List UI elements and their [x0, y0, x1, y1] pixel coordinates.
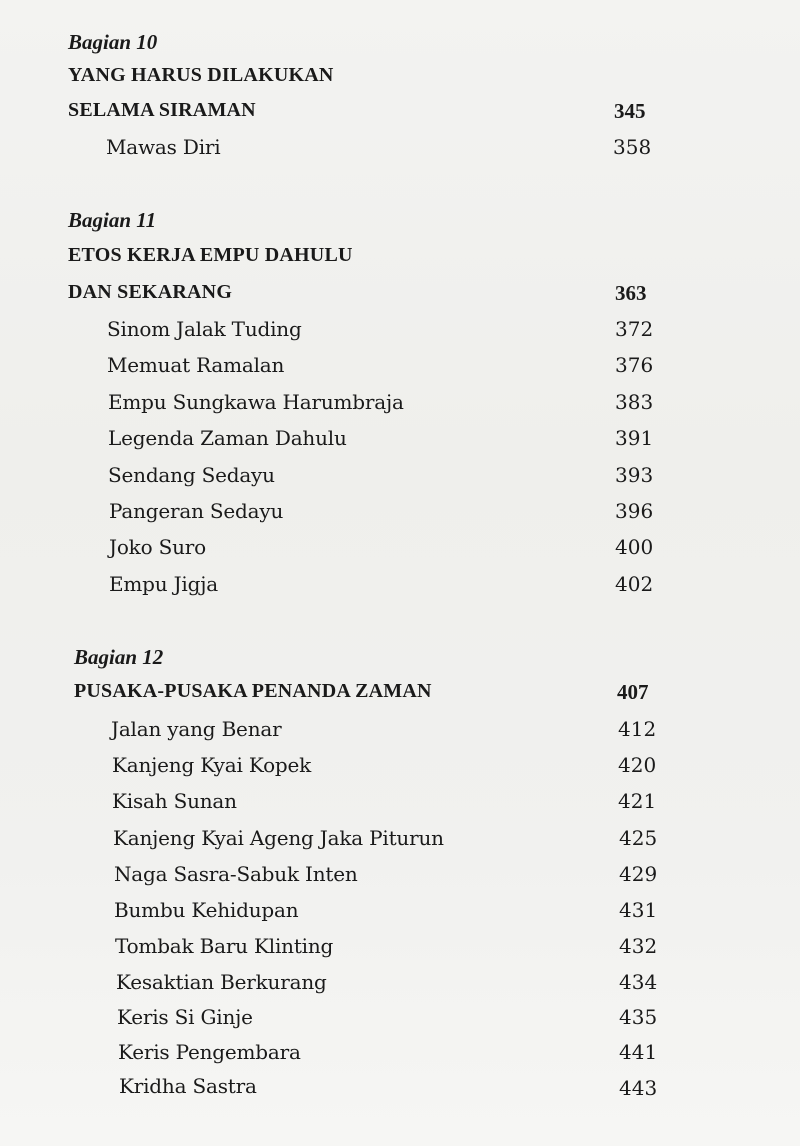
section-label: Bagian 12	[74, 645, 164, 669]
chapter-title: YANG HARUS DILAKUKAN	[68, 64, 334, 86]
chapter-title: DAN SEKARANG	[68, 281, 233, 303]
toc-entry-page: 358	[613, 135, 652, 159]
toc-entry-page: 435	[619, 1005, 658, 1029]
toc-entry-page: 412	[618, 717, 657, 741]
toc-entry-title: Kridha Sastra	[119, 1074, 257, 1098]
toc-entry-page: 432	[619, 934, 658, 958]
chapter-page-number: 407	[617, 680, 649, 704]
toc-entry-page: 402	[615, 572, 654, 596]
toc-entry-page: 434	[619, 970, 658, 994]
toc-entry-page: 431	[619, 898, 658, 922]
toc-entry-title: Empu Sungkawa Harumbraja	[108, 390, 404, 414]
toc-entry-title: Keris Pengembara	[118, 1040, 301, 1064]
toc-entry-title: Legenda Zaman Dahulu	[108, 426, 347, 450]
section-label: Bagian 10	[68, 30, 158, 54]
toc-entry-page: 396	[615, 499, 654, 523]
section-label: Bagian 11	[68, 208, 157, 232]
toc-entry-title: Keris Si Ginje	[117, 1005, 253, 1029]
toc-entry-title: Pangeran Sedayu	[109, 499, 284, 523]
toc-entry-title: Kesaktian Berkurang	[116, 970, 327, 994]
toc-entry-page: 372	[615, 317, 654, 341]
toc-entry-title: Jalan yang Benar	[111, 717, 282, 741]
chapter-title: SELAMA SIRAMAN	[68, 99, 256, 121]
toc-entry-page: 441	[619, 1040, 658, 1064]
toc-entry-title: Sinom Jalak Tuding	[107, 317, 302, 341]
chapter-page-number: 363	[615, 281, 647, 305]
toc-entry-page: 393	[615, 463, 654, 487]
toc-entry-title: Sendang Sedayu	[108, 463, 275, 487]
toc-entry-page: 425	[619, 826, 658, 850]
toc-entry-page: 383	[615, 390, 654, 414]
toc-entry-title: Bumbu Kehidupan	[114, 898, 299, 922]
toc-entry-title: Kanjeng Kyai Kopek	[112, 753, 312, 777]
toc-entry-title: Joko Suro	[109, 535, 206, 559]
toc-entry-title: Memuat Ramalan	[107, 353, 285, 377]
toc-entry-title: Mawas Diri	[106, 135, 221, 159]
toc-entry-title: Empu Jigja	[109, 572, 218, 596]
toc-entry-title: Kanjeng Kyai Ageng Jaka Piturun	[113, 826, 444, 850]
chapter-title: PUSAKA-PUSAKA PENANDA ZAMAN	[74, 680, 432, 702]
toc-entry-page: 421	[618, 789, 657, 813]
chapter-title: ETOS KERJA EMPU DAHULU	[68, 244, 353, 266]
toc-entry-page: 420	[618, 753, 657, 777]
toc-entry-page: 400	[615, 535, 654, 559]
toc-entry-page: 391	[615, 426, 654, 450]
toc-entry-page: 376	[615, 353, 654, 377]
toc-entry-title: Tombak Baru Klinting	[115, 934, 334, 958]
toc-entry-page: 443	[619, 1076, 658, 1100]
toc-entry-page: 429	[619, 862, 658, 886]
toc-entry-title: Kisah Sunan	[112, 789, 237, 813]
chapter-page-number: 345	[614, 99, 646, 123]
toc-entry-title: Naga Sasra-Sabuk Inten	[114, 862, 358, 886]
